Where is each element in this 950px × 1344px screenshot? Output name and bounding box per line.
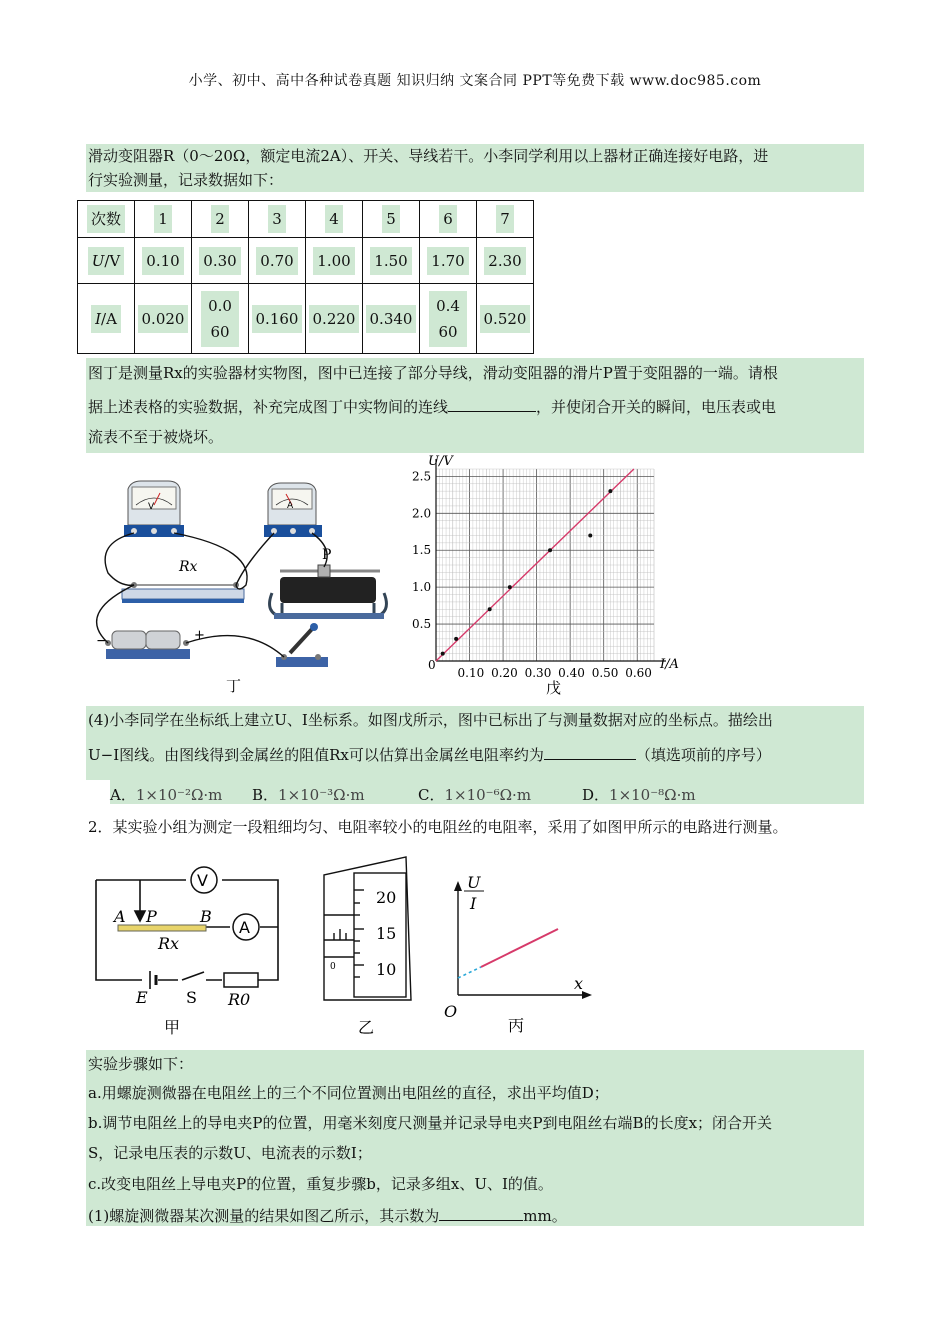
- table-cell: 0.020: [138, 305, 189, 333]
- q2-title: 2．某实验小组为测定一段粗细均匀、电阻率较小的电阻丝的电阻率，采用了如图甲所示的电路进行测量。: [88, 818, 788, 836]
- data-point: [588, 533, 592, 537]
- figure-ding-svg: [86, 453, 396, 698]
- ammeter-label: A: [287, 501, 294, 511]
- figure-2: [86, 845, 608, 1043]
- option-b[interactable]: [252, 784, 365, 805]
- page-header: 小学、初中、高中各种试卷真题 知识归纳 文案合同 PPT等免费下载 www.doc985.com: [188, 73, 762, 89]
- steps-title: 实验步骤如下：: [88, 1055, 194, 1073]
- figure-wu: [398, 453, 682, 698]
- caption-bing: 丙: [508, 1016, 525, 1035]
- step-c: c.改变电阻丝上导电夹P的位置，重复步骤b，记录多组x、U、I的值。: [88, 1175, 553, 1193]
- table-header-cell: 1: [154, 205, 172, 233]
- table-header-cell: 7: [496, 205, 514, 233]
- table-u-label: U/V: [88, 247, 125, 275]
- answer-blank-2[interactable]: [544, 743, 636, 760]
- answer-blank-3[interactable]: [439, 1204, 523, 1221]
- chart-origin: 0: [428, 658, 436, 672]
- voltmeter-icon: [124, 481, 184, 537]
- data-point: [508, 585, 512, 589]
- data-table: [77, 200, 534, 354]
- option-c-text: 1×10⁻⁶Ω·m: [444, 786, 532, 804]
- intro-line-2: 行实验测量，记录数据如下：: [88, 171, 284, 189]
- table-cell: 1.00: [313, 247, 354, 275]
- option-d-letter: D．: [582, 786, 610, 804]
- table-cell: 0.220: [309, 305, 360, 333]
- intro-line-1: 滑动变阻器R（0～20Ω，额定电流2A）、开关、导线若干。小李同学利用以上器材正确连接好电路，进: [88, 147, 769, 165]
- battery-plus: +: [194, 628, 205, 643]
- label-s: S: [186, 988, 197, 1007]
- data-point: [548, 548, 552, 552]
- ammeter-icon: [264, 483, 322, 537]
- graph-origin-label: O: [444, 1002, 458, 1021]
- label-b: B: [200, 907, 212, 926]
- table-cell: 0.160: [252, 305, 303, 333]
- x-tick-label: 0.20: [491, 666, 518, 680]
- table-header-cell: 次数: [87, 205, 125, 233]
- chart-xlabel: I/A: [660, 657, 679, 672]
- q3-line-2b: ，并使闭合开关的瞬间，电压表或电: [536, 398, 777, 416]
- table-cell: 2.30: [484, 247, 525, 275]
- q1-unit: mm。: [523, 1207, 567, 1225]
- table-cell: 1.70: [427, 247, 468, 275]
- option-d[interactable]: [582, 784, 696, 805]
- q4-line-1: (4)小李同学在坐标纸上建立U、I坐标系。如图戊所示，图中已标出了与测量数据对应的坐标点。描绘出: [88, 711, 773, 729]
- table-row-u: [78, 238, 534, 284]
- y-tick-label: 1.5: [412, 543, 432, 558]
- table-cell: 0.060: [201, 291, 239, 347]
- table-cell: 0.10: [142, 247, 183, 275]
- micrometer-tick-15: 15: [376, 924, 397, 943]
- q4-line-2a: U−I图线。由图线得到金属丝的阻值Rx可以估算出金属丝电阻率约为: [88, 746, 544, 764]
- q4-line-2: [88, 743, 771, 766]
- table-cell: 0.340: [366, 305, 417, 333]
- rx-label: Rx: [179, 559, 198, 575]
- table-header-cell: 5: [382, 205, 400, 233]
- graph-x-label: x: [574, 974, 584, 993]
- option-b-letter: B．: [252, 786, 279, 804]
- table-row-i: [78, 284, 534, 354]
- data-point: [454, 637, 458, 641]
- label-e: E: [136, 988, 148, 1007]
- figure-ding-caption: 丁: [226, 677, 242, 695]
- option-d-text: 1×10⁻⁸Ω·m: [609, 786, 696, 804]
- x-tick-label: 0.40: [558, 666, 585, 680]
- figure-ding: [86, 453, 396, 698]
- steps-highlight: [86, 1050, 864, 1226]
- q1-line: [88, 1204, 567, 1227]
- table-cell: 0.30: [199, 247, 240, 275]
- option-a[interactable]: [110, 784, 222, 805]
- data-point: [441, 652, 445, 656]
- micrometer-tick-20: 20: [376, 888, 397, 907]
- step-b-line-2: S，记录电压表的示数U、电流表的示数I；: [88, 1144, 372, 1162]
- step-b-line-1: b.调节电阻丝上的导电夹P的位置，用毫米刻度尺测量并记录导电夹P到电阻丝右端B的长度x；闭合开关: [88, 1114, 773, 1132]
- micrometer-tick-10: 10: [376, 960, 397, 979]
- option-a-letter: A．: [110, 786, 136, 804]
- q3-line-2: [88, 395, 776, 418]
- y-tick-label: 2.5: [412, 469, 432, 484]
- figure-2-svg: [86, 845, 608, 1043]
- label-p: P: [146, 907, 157, 926]
- table-cell: 0.70: [256, 247, 297, 275]
- option-b-text: 1×10⁻³Ω·m: [278, 786, 365, 804]
- micrometer-zero: 0: [330, 962, 336, 972]
- label-r0: R0: [228, 990, 251, 1009]
- battery-minus: −: [96, 633, 108, 649]
- option-a-text: 1×10⁻²Ω·m: [135, 786, 223, 804]
- answer-blank-1[interactable]: [448, 395, 536, 412]
- table-cell: 1.50: [370, 247, 411, 275]
- micrometer-icon: [324, 857, 411, 1000]
- table-header-cell: 3: [268, 205, 286, 233]
- q4-gap: [86, 780, 110, 804]
- table-header-row: [78, 201, 534, 238]
- table-header-cell: 4: [325, 205, 343, 233]
- table-header-cell: 2: [211, 205, 229, 233]
- caption-jia: 甲: [164, 1018, 181, 1037]
- label-a: A: [114, 907, 126, 926]
- q1-text: (1)螺旋测微器某次测量的结果如图乙所示，其示数为: [88, 1207, 440, 1225]
- y-tick-label: 0.5: [412, 617, 432, 632]
- table-cell: 0.460: [429, 291, 467, 347]
- caption-yi: 乙: [358, 1018, 375, 1037]
- data-point: [488, 607, 492, 611]
- x-tick-label: 0.30: [524, 666, 552, 680]
- graph-u-label: U: [467, 873, 481, 892]
- y-tick-label: 2.0: [412, 506, 432, 521]
- voltmeter-label: V: [148, 502, 155, 512]
- ammeter-symbol-label: A: [239, 918, 250, 937]
- table-header-cell: 6: [439, 205, 457, 233]
- voltmeter-symbol-label: V: [197, 871, 208, 890]
- table-cell: 0.520: [480, 305, 531, 333]
- q4-line-2b: （填选项前的序号）: [635, 746, 771, 764]
- r0-resistor-icon: [224, 973, 258, 987]
- x-tick-label: 0.10: [457, 666, 485, 680]
- q3-line-2a: 据上述表格的实验数据，补充完成图丁中实物间的连线: [88, 398, 449, 416]
- slider-p-label: P: [322, 547, 332, 563]
- resistance-wire-symbol: [118, 925, 206, 931]
- q3-line-3: 流表不至于被烧坏。: [88, 428, 224, 446]
- graph-i-label: I: [470, 894, 477, 913]
- q3-line-1: 图丁是测量Rx的实验器材实物图，图中已连接了部分导线，滑动变阻器的滑片P置于变阻器的一端。请根: [88, 364, 778, 382]
- label-rx: Rx: [158, 934, 180, 953]
- u-i-chart: [398, 453, 682, 698]
- step-a: a.用螺旋测微器在电阻丝上的三个不同位置测出电阻丝的直径，求出平均值D；: [88, 1084, 609, 1102]
- y-tick-label: 1.0: [412, 580, 432, 595]
- data-point: [608, 489, 612, 493]
- option-c-letter: C．: [418, 786, 445, 804]
- table-i-label: I/A: [91, 305, 121, 333]
- chart-ylabel: U/V: [428, 454, 453, 469]
- x-tick-label: 0.60: [625, 666, 652, 680]
- chart-caption: 戊: [546, 679, 562, 697]
- option-c[interactable]: [418, 784, 531, 805]
- x-tick-label: 0.50: [591, 666, 619, 680]
